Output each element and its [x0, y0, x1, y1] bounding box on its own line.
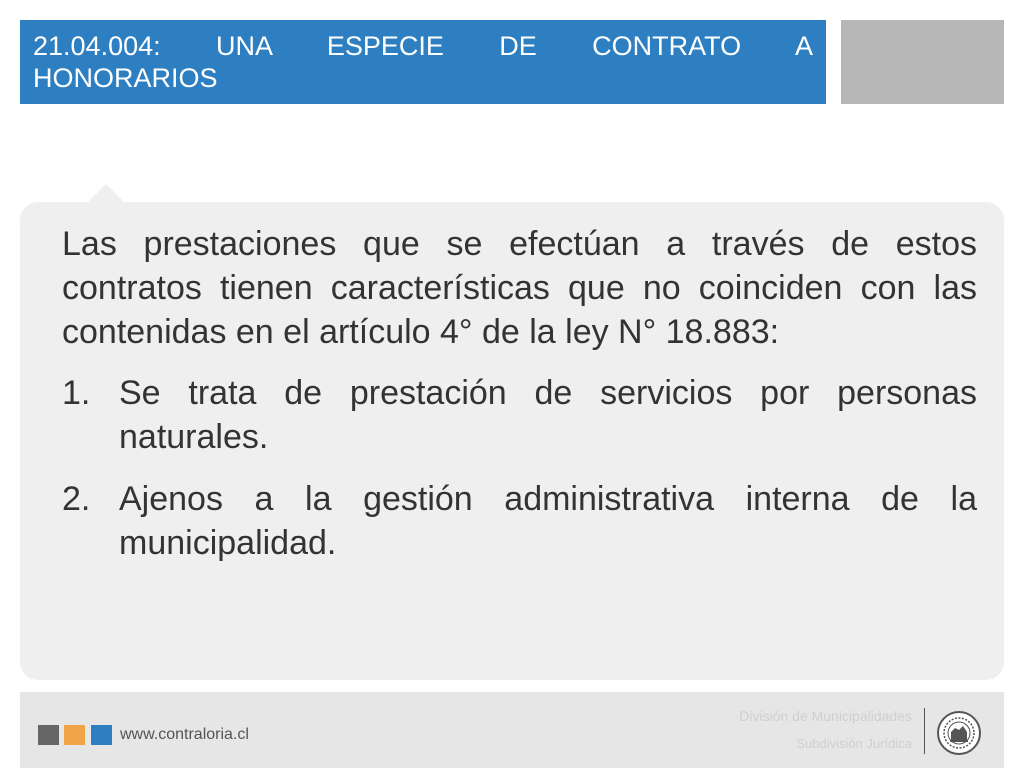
footer-divider: [924, 708, 925, 754]
list-item: [62, 477, 977, 565]
list-item-text: Ajenos a la gestión administrativa interna de la municipalidad.: [119, 480, 977, 562]
subdivision-name: Subdivisión Jurídica: [796, 736, 912, 751]
slide-title-bar: [20, 20, 826, 104]
content-box: [20, 202, 1004, 680]
footer-square-dark: [38, 725, 59, 745]
list-item-text: Se trata de prestación de servicios por personas naturales.: [119, 374, 977, 456]
slide-title-line-2: HONORARIOS: [33, 63, 218, 93]
callout-pointer: [86, 184, 126, 204]
division-name: División de Municipalidades: [739, 708, 912, 724]
footer-bar: [20, 692, 1004, 768]
footer-square-orange: [64, 725, 85, 745]
slide-title-line-1: 21.04.004: UNA ESPECIE DE CONTRATO A: [33, 31, 813, 61]
website-link[interactable]: www.contraloria.cl: [120, 726, 249, 743]
contraloria-seal-icon: [936, 710, 982, 756]
header-grey-block: [841, 20, 1004, 104]
intro-paragraph: Las prestaciones que se efectúan a través de estos contratos tienen características que no coinciden con las contenidas en el artículo 4° de la ley N° 18.883:: [62, 225, 977, 351]
list-item-number: 1.: [62, 374, 91, 412]
list-item-number: 2.: [62, 480, 91, 518]
list-item: [62, 371, 977, 459]
slide-title: [33, 30, 813, 94]
footer-square-blue: [91, 725, 112, 745]
